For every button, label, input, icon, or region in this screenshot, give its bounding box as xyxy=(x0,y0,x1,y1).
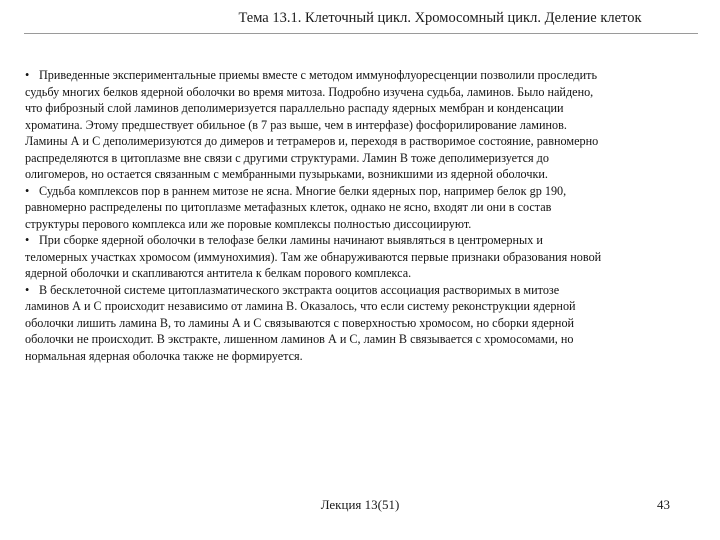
page-number: 43 xyxy=(657,497,670,512)
footer-lecture-label: Лекция 13(51) xyxy=(320,497,400,512)
body-line-text: структуры перового комплекса или же поровые комплексы полностью диссоциируют. xyxy=(25,216,472,231)
body-line-text: распределяются в цитоплазме вне связи с другими структурами. Ламин В тоже деполимеризуется до xyxy=(25,150,549,165)
body-line xyxy=(25,84,697,101)
body-line xyxy=(25,282,697,299)
body-line xyxy=(25,67,697,84)
body-line-text: олигомеров, но остается связанным с мембранными пузырьками, возникшими из ядерной оболочки. xyxy=(25,167,548,181)
bullet-icon: • xyxy=(25,68,30,82)
body-line xyxy=(25,150,697,167)
body-line xyxy=(25,315,697,332)
bullet-icon: • xyxy=(25,233,30,247)
body-line xyxy=(25,183,697,200)
body-line xyxy=(25,298,697,315)
body-line xyxy=(25,249,697,266)
body-line xyxy=(25,199,697,216)
body-line xyxy=(25,232,697,249)
body-line-text: нормальная ядерная оболочка также не формируется. xyxy=(25,348,303,363)
body-line-text: судьбу многих белков ядерной оболочки во время митоза. Подробно изучена судьба, ламинов. Было найдено, xyxy=(25,84,594,99)
slide-title: Тема 13.1. Клеточный цикл. Хромосомный цикл. Деление клеток xyxy=(238,10,642,26)
body-line-text: оболочки лишить ламина В, то ламины А и С связываются с поверхностью хромосом, но сборки ядерной xyxy=(25,315,575,330)
body-line-text: оболочки не происходит. В экстракте, лишенном ламинов А и С, ламин В связывается с хромосомами, но xyxy=(25,332,574,346)
body-line-text: равномерно распределены по цитоплазме метафазных клеток, однако не ясно, входят ли они в состав xyxy=(25,200,552,214)
slide-body xyxy=(25,67,697,364)
body-line-text: Судьба комплексов пор в раннем митозе не ясна. Многие белки ядерных пор, например белок gp 190, xyxy=(39,183,567,198)
bullet-icon: • xyxy=(25,282,30,297)
body-line-text: хроматина. Этому предшествует обильное (в 7 раз выше, чем в интерфазе) фосфорилирование ламинов. xyxy=(25,117,567,132)
body-line xyxy=(25,166,697,183)
body-line xyxy=(25,331,697,348)
body-line-text: Приведенные экспериментальные приемы вместе с методом иммунофлуоресценции позволили проследить xyxy=(39,68,598,82)
body-line xyxy=(25,265,697,282)
body-line xyxy=(25,216,697,233)
body-line xyxy=(25,117,697,134)
body-line-text: При сборке ядерной оболочки в телофазе белки ламины начинают выявляться в центромерных и xyxy=(39,233,543,247)
body-line-text: Ламины А и С деполимеризуются до димеров и тетрамеров и, переходя в растворимое состояние, равномерно xyxy=(25,134,599,148)
body-line xyxy=(25,133,697,150)
bullet-icon: • xyxy=(25,183,30,198)
body-line-text: ядерной оболочки и скапливаются антитела к белкам порового комплекса. xyxy=(25,266,412,280)
body-line-text: ламинов А и С происходит независимо от ламина В. Оказалось, что если систему реконструкции ядерной xyxy=(25,299,576,313)
body-line-text: что фиброзный слой ламинов деполимеризуется параллельно распаду ядерных мембран и конденсации xyxy=(25,101,564,115)
body-line-text: В бесклеточной системе цитоплазматического экстракта ооцитов ассоциация растворимых в митозе xyxy=(39,282,560,297)
body-line xyxy=(25,348,697,365)
title-divider xyxy=(24,33,698,34)
body-line-text: теломерных участках хромосом (иммунохимия). Там же обнаруживаются первые признаки образования новой xyxy=(25,249,602,264)
body-line xyxy=(25,100,697,117)
